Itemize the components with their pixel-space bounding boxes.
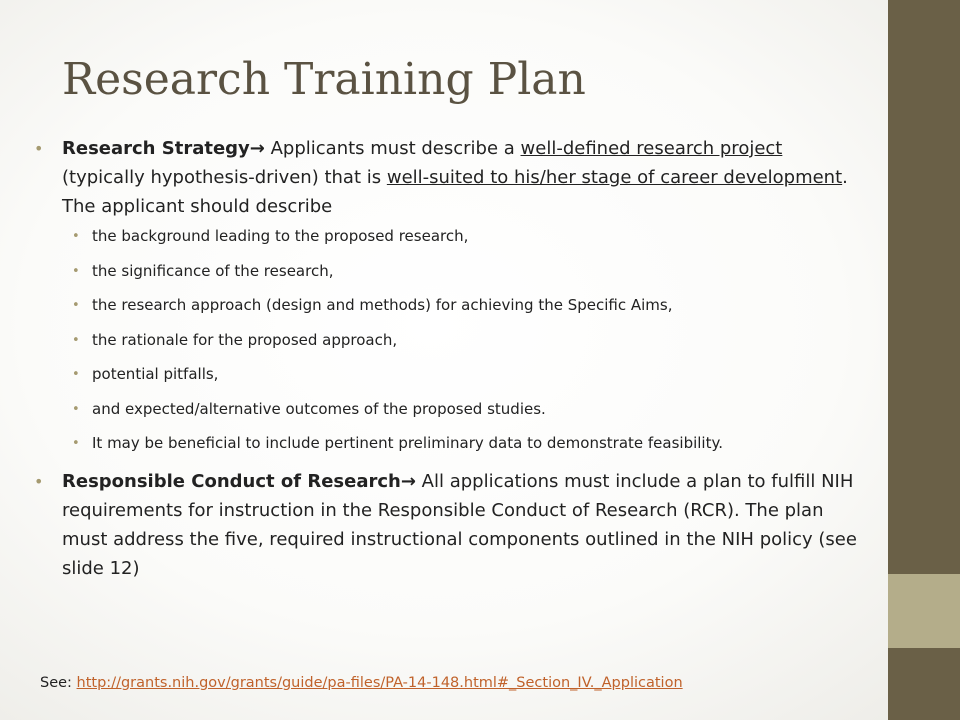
list-item-text: the significance of the research, <box>92 261 334 280</box>
list-item <box>34 434 864 453</box>
strategy-text-1: Applicants must describe a <box>264 138 521 159</box>
strategy-sub-list <box>34 227 864 453</box>
rcr-heading: Responsible Conduct of Research <box>62 471 401 492</box>
rcr-bullet <box>34 467 864 583</box>
list-item-text: It may be beneficial to include pertinent preliminary data to demonstrate feasibility. <box>92 434 723 452</box>
slide-body <box>34 134 864 583</box>
arrow-right-icon: → <box>249 138 265 159</box>
list-item-text: potential pitfalls, <box>92 365 219 383</box>
list-item-text: the rationale for the proposed approach, <box>92 330 398 349</box>
list-item-text: the research approach (design and methods) for achieving the Specific Aims, <box>92 296 673 314</box>
strategy-underline-2: well-suited to his/her stage of career development <box>386 167 843 188</box>
sidebar-decoration <box>888 0 960 720</box>
rcr-text: All applications must include a plan to fulfill NIH requirements for instruction in the Responsible Conduct of Research (RCR). The plan must address the five, required instructional components outlined in the NIH policy (see slide 12) <box>62 471 857 579</box>
strategy-text-3: . The applicant should describe <box>62 167 848 217</box>
strategy-underline-1: well-defined research project <box>520 138 783 159</box>
policy-link[interactable]: http://grants.nih.gov/grants/guide/pa-files/PA-14-148.html#_Section_IV._Application <box>76 675 683 691</box>
research-strategy-bullet <box>34 134 864 221</box>
sidebar-accent-band <box>888 574 960 648</box>
bullet-icon: • <box>72 332 80 348</box>
list-item <box>34 400 864 419</box>
bullet-icon: • <box>34 472 44 491</box>
slide-title: Research Training Plan <box>62 54 586 105</box>
bullet-icon: • <box>72 263 80 279</box>
list-item-text: the background leading to the proposed research, <box>92 227 469 245</box>
bullet-icon: • <box>34 139 44 158</box>
bullet-icon: • <box>72 436 80 451</box>
list-item <box>34 262 864 281</box>
footer-prefix: See: <box>40 675 77 691</box>
list-item <box>34 227 864 246</box>
list-item <box>34 296 864 315</box>
list-item-text: and expected/alternative outcomes of the proposed studies. <box>92 399 546 418</box>
list-item <box>34 365 864 384</box>
arrow-right-icon: → <box>400 471 416 492</box>
bullet-icon: • <box>72 367 80 382</box>
bullet-icon: • <box>72 401 80 417</box>
list-item <box>34 331 864 350</box>
footer-reference <box>40 672 683 694</box>
strategy-text-2: (typically hypothesis-driven) that is <box>62 167 387 188</box>
bullet-icon: • <box>72 298 80 313</box>
bullet-icon: • <box>72 229 80 244</box>
research-strategy-heading: Research Strategy <box>62 138 250 159</box>
